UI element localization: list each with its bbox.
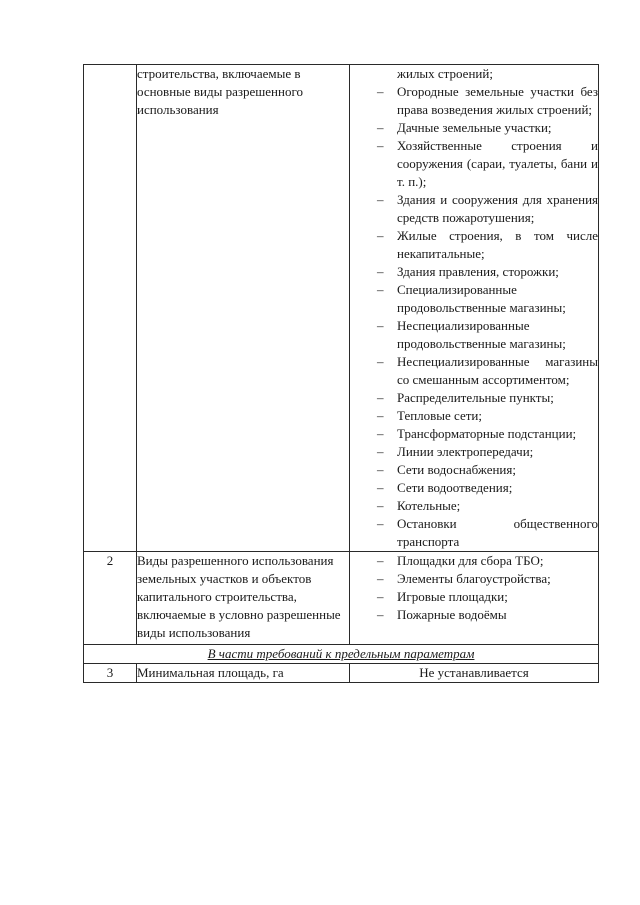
- row-description: [137, 552, 350, 645]
- list-item-text: Специализированные продовольственные магазины;: [397, 282, 566, 315]
- list-item-text: Здания правления, сторожки;: [397, 264, 559, 279]
- list-item: [350, 227, 598, 263]
- list-item-text: Остановки общественного транспорта: [397, 516, 598, 549]
- dash-marker: –: [377, 444, 384, 459]
- row-values: [350, 65, 599, 552]
- dash-marker: –: [377, 282, 384, 297]
- list-item-text: Сети водоснабжения;: [397, 462, 516, 477]
- table-row: [84, 664, 599, 683]
- list-item-text: Трансформаторные подстанции;: [397, 426, 577, 441]
- table-row: [84, 65, 599, 552]
- dash-marker: –: [377, 390, 384, 405]
- list-item-text: Пожарные водоёмы: [397, 607, 507, 622]
- list-item: [350, 119, 598, 137]
- table-row: [84, 552, 599, 645]
- list-item: [350, 497, 598, 515]
- dash-marker: –: [377, 480, 384, 495]
- list-item: [350, 389, 598, 407]
- row-number: 3: [84, 664, 137, 683]
- dash-marker: –: [377, 553, 384, 568]
- list-item: [350, 281, 598, 317]
- row-number: 2: [84, 552, 137, 645]
- row-number: [84, 65, 137, 552]
- dash-marker: –: [377, 138, 384, 153]
- dash-marker: –: [377, 462, 384, 477]
- permitted-uses-list: [350, 65, 598, 551]
- regulations-table: [83, 64, 599, 683]
- list-item: [350, 65, 598, 83]
- section-title: В части требований к предельным параметрам: [207, 646, 475, 661]
- dash-marker: –: [377, 408, 384, 423]
- section-row: [84, 645, 599, 664]
- dash-marker: –: [377, 84, 384, 99]
- list-item-text: Здания и сооружения для хранения средств пожаротушения;: [397, 192, 598, 225]
- list-item: [350, 317, 598, 353]
- list-item: [350, 83, 598, 119]
- list-item: [350, 353, 598, 389]
- list-item: [350, 461, 598, 479]
- list-item-text: Площадки для сбора ТБО;: [397, 553, 544, 568]
- list-item-text: Дачные земельные участки;: [397, 120, 552, 135]
- list-item-text: Сети водоотведения;: [397, 480, 513, 495]
- dash-marker: –: [377, 318, 384, 333]
- dash-marker: –: [377, 571, 384, 586]
- list-item: [350, 191, 598, 227]
- list-item: [350, 606, 598, 624]
- dash-marker: –: [377, 120, 384, 135]
- list-item: [350, 588, 598, 606]
- list-item: [350, 407, 598, 425]
- list-item-text: Линии электропередачи;: [397, 444, 534, 459]
- list-item-text: Распределительные пункты;: [397, 390, 554, 405]
- dash-marker: –: [377, 192, 384, 207]
- dash-marker: –: [377, 426, 384, 441]
- list-item-text: Хозяйственные строения и сооружения (сараи, туалеты, бани и т. п.);: [397, 138, 598, 189]
- list-item: [350, 425, 598, 443]
- conditional-uses-list: [350, 552, 598, 624]
- list-item: [350, 552, 598, 570]
- dash-marker: –: [377, 516, 384, 531]
- list-item: [350, 137, 598, 191]
- list-item: [350, 515, 598, 551]
- dash-marker: –: [377, 607, 384, 622]
- row-values: [350, 552, 599, 645]
- list-item: [350, 443, 598, 461]
- list-item-text: жилых строений;: [397, 66, 493, 81]
- list-item: [350, 570, 598, 588]
- row-description-text: Виды разрешенного использования земельных участков и объектов капитального строительства, включаемые в условно разрешенные виды использования: [137, 553, 341, 640]
- row-value: Не устанавливается: [350, 664, 599, 683]
- row-description-text: строительства, включаемые в основные виды разрешенного использования: [137, 66, 303, 117]
- list-item-text: Тепловые сети;: [397, 408, 483, 423]
- dash-marker: –: [377, 228, 384, 243]
- list-item-text: Игровые площадки;: [397, 589, 508, 604]
- list-item-text: Неспециализированные продовольственные магазины;: [397, 318, 566, 351]
- list-item: [350, 263, 598, 281]
- dash-marker: –: [377, 589, 384, 604]
- list-item-text: Огородные земельные участки без права возведения жилых строений;: [397, 84, 598, 117]
- row-description: Минимальная площадь, га: [137, 664, 350, 683]
- row-description: [137, 65, 350, 552]
- dash-marker: –: [377, 264, 384, 279]
- section-header: [84, 645, 599, 664]
- list-item-text: Элементы благоустройства;: [397, 571, 551, 586]
- list-item-text: Жилые строения, в том числе некапитальные;: [397, 228, 598, 261]
- dash-marker: –: [377, 354, 384, 369]
- list-item-text: Котельные;: [397, 498, 461, 513]
- list-item-text: Неспециализированные магазины со смешанным ассортиментом;: [397, 354, 598, 387]
- list-item: [350, 479, 598, 497]
- dash-marker: –: [377, 498, 384, 513]
